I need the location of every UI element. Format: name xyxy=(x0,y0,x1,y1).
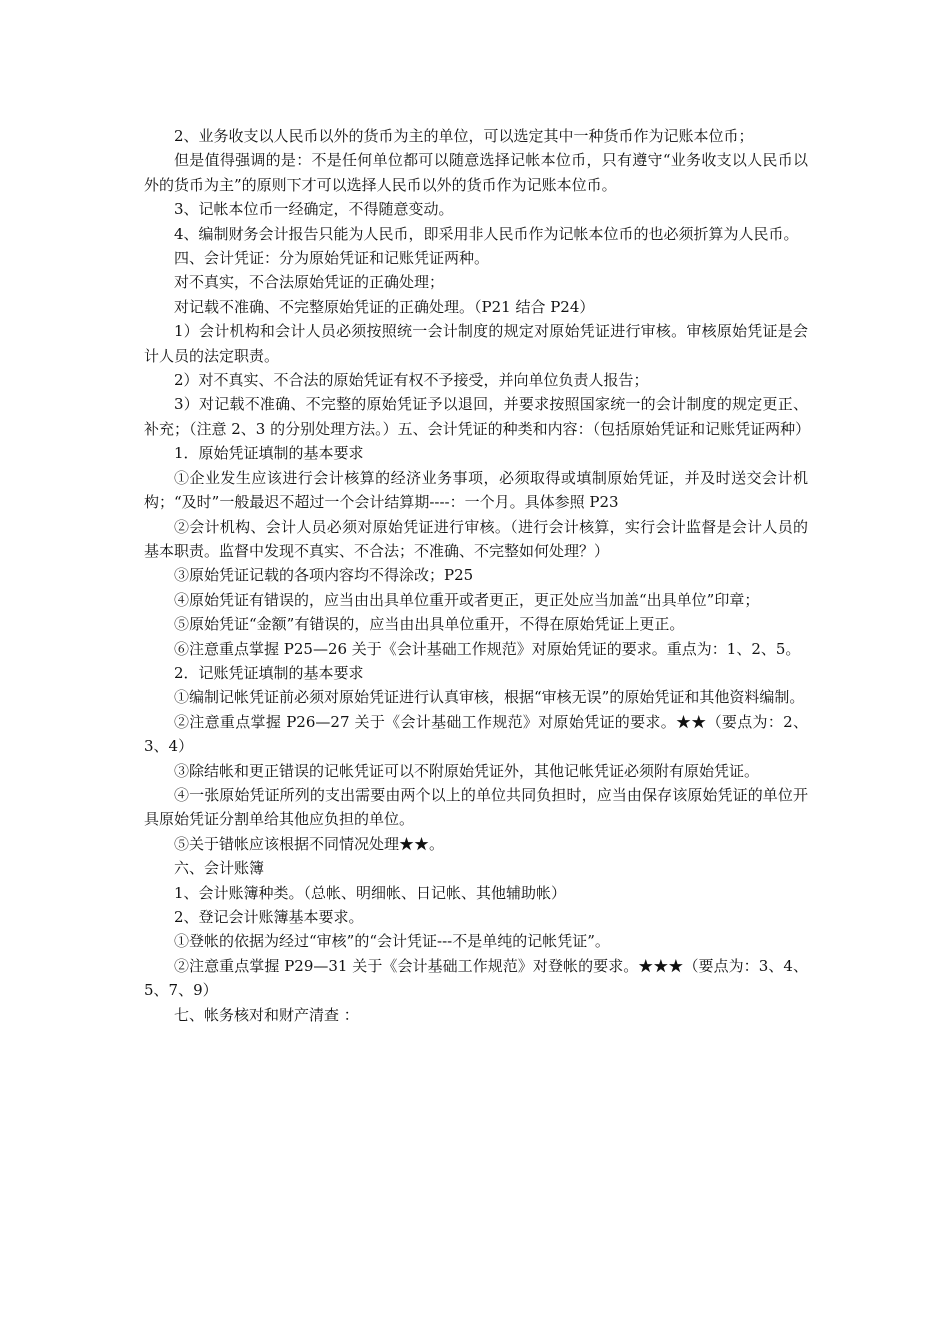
paragraph: ②注意重点掌握 P26—27 关于《会计基础工作规范》对原始凭证的要求。★★（要点为：2、3、4） xyxy=(144,712,808,756)
paragraph: 3）对记载不准确、不完整的原始凭证予以退回，并要求按照国家统一的会计制度的规定更正、补充；（注意 2、3 的分别处理方法。）五、会计凭证的种类和内容：（包括原始凭证和记账凭证两种） xyxy=(144,395,811,438)
paragraph: 2、业务收支以人民币以外的货币为主的单位，可以选定其中一种货币作为记账本位币； xyxy=(174,127,754,145)
paragraph: ②注意重点掌握 P29—31 关于《会计基础工作规范》对登帐的要求。★★★（要点为：3、4、5、7、9） xyxy=(144,956,808,1000)
paragraph: ⑥注意重点掌握 P25—26 关于《会计基础工作规范》对原始凭证的要求。重点为：1、2、5。 xyxy=(174,639,801,658)
section-heading: 四、会计凭证：分为原始凭证和记账凭证两种。 xyxy=(174,249,490,268)
paragraph: 对记载不准确、不完整原始凭证的正确处理。（P21 结合 P24） xyxy=(174,297,595,316)
paragraph: ⑤原始凭证“金额”有错误的，应当由出具单位重开，不得在原始凭证上更正。 xyxy=(174,615,685,634)
paragraph: ④一张原始凭证所列的支出需要由两个以上的单位共同负担时，应当由保存该原始凭证的单位开具原始凭证分割单给其他应负担的单位。 xyxy=(144,785,808,829)
paragraph: ③除结帐和更正错误的记帐凭证可以不附原始凭证外，其他记帐凭证必须附有原始凭证。 xyxy=(174,761,760,780)
paragraph: ①企业发生应该进行会计核算的经济业务事项，必须取得或填制原始凭证，并及时送交会计机构；“及时”一般最迟不超过一个会计结算期----：一个月。具体参照 P23 xyxy=(144,468,808,512)
paragraph: ①登帐的依据为经过“审核”的“会计凭证---不是单纯的记帐凭证”。 xyxy=(174,932,610,951)
paragraph: 4、编制财务会计报告只能为人民币，即采用非人民币作为记帐本位币的也必须折算为人民币。 xyxy=(174,224,799,243)
section-heading: 七、帐务核对和财产清查 ： xyxy=(174,1005,359,1024)
subsection-heading: 1．原始凭证填制的基本要求 xyxy=(174,444,364,463)
paragraph: 对不真实，不合法原始凭证的正确处理； xyxy=(174,273,445,292)
subsection-heading: 2．记账凭证填制的基本要求 xyxy=(174,663,364,682)
paragraph: 2）对不真实、不合法的原始凭证有权不予接受，并向单位负责人报告； xyxy=(174,371,649,390)
paragraph: ⑤关于错帐应该根据不同情况处理★★。 xyxy=(174,834,445,853)
paragraph: ②会计机构、会计人员必须对原始凭证进行审核。（进行会计核算，实行会计监督是会计人员的基本职责。监督中发现不真实、不合法；不准确、不完整如何处理？） xyxy=(144,517,808,560)
section-heading: 六、会计账簿 xyxy=(174,859,265,878)
paragraph: 1、会计账簿种类。（总帐、明细帐、日记帐、其他辅助帐） xyxy=(174,883,567,902)
paragraph: ③原始凭证记载的各项内容均不得涂改；P25 xyxy=(174,566,474,585)
paragraph: 3、记帐本位币一经确定，不得随意变动。 xyxy=(174,200,454,219)
paragraph: 1）会计机构和会计人员必须按照统一会计制度的规定对原始凭证进行审核。审核原始凭证是会计人员的法定职责。 xyxy=(144,322,808,365)
paragraph: 但是值得强调的是：不是任何单位都可以随意选择记帐本位币，只有遵守“业务收支以人民币以外的货币为主”的原则下才可以选择人民币以外的货币作为记账本位币。 xyxy=(144,151,808,194)
paragraph: ④原始凭证有错误的，应当由出具单位重开或者更正，更正处应当加盖“出具单位”印章； xyxy=(174,590,760,609)
document-page xyxy=(144,124,811,1027)
paragraph: 2、登记会计账簿基本要求。 xyxy=(174,908,364,926)
paragraph: ①编制记帐凭证前必须对原始凭证进行认真审核，根据“审核无误”的原始凭证和其他资料编制。 xyxy=(174,688,805,707)
